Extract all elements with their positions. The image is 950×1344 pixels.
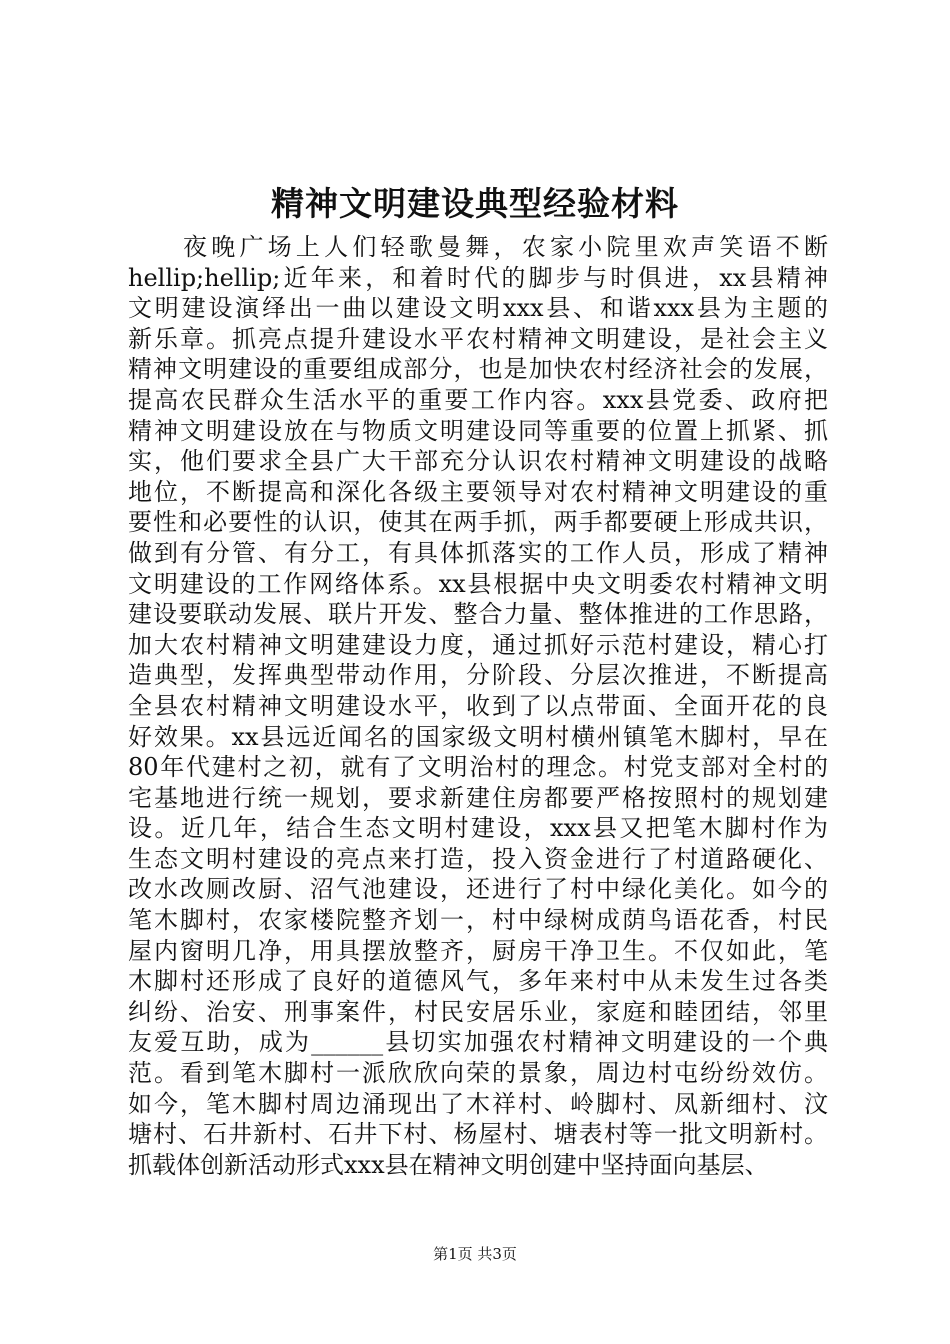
body-line: 设。近几年，结合生态文明村建设，xxx县又把笔木脚村作为: [128, 814, 828, 843]
document-body: [128, 232, 828, 1180]
document-title: 精神文明建设典型经验材料: [271, 184, 679, 223]
body-line: hellip;hellip;近年来，和着时代的脚步与时俱进，xx县精神: [128, 263, 828, 292]
body-line: 文明建设的工作网络体系。xx县根据中央文明委农村精神文明: [128, 569, 828, 598]
body-line: 好效果。xx县远近闻名的国家级文明村横州镇笔木脚村，早在: [128, 722, 828, 751]
body-line: 文明建设演绎出一曲以建设文明xxx县、和谐xxx县为主题的: [128, 294, 828, 323]
body-line: 精神文明建设的重要组成部分，也是加快农村经济社会的发展，: [128, 355, 828, 384]
body-line: 夜晚广场上人们轻歌曼舞，农家小院里欢声笑语不断: [183, 233, 828, 261]
body-line: 笔木脚村，农家楼院整齐划一，村中绿树成荫鸟语花香，村民: [128, 906, 828, 935]
body-line: 屋内窗明几净，用具摆放整齐，厨房干净卫生。不仅如此，笔: [128, 936, 828, 965]
body-line: 塘村、石井新村、石井下村、杨屋村、塘表村等一批文明新村。: [128, 1120, 828, 1149]
body-line: 精神文明建设放在与物质文明建设同等重要的位置上抓紧、抓: [128, 416, 828, 445]
body-line: 抓载体创新活动形式xxx县在精神文明创建中坚持面向基层、: [128, 1150, 769, 1179]
body-line: 实，他们要求全县广大干部充分认识农村精神文明建设的战略: [128, 447, 828, 476]
body-line: 要性和必要性的认识，使其在两手抓，两手都要硬上形成共识，: [128, 508, 828, 537]
body-line: 提高农民群众生活水平的重要工作内容。xxx县党委、政府把: [128, 385, 828, 414]
body-line: 加大农村精神文明建建设力度，通过抓好示范村建设，精心打: [128, 630, 828, 659]
body-line: 做到有分管、有分工，有具体抓落实的工作人员，形成了精神: [128, 538, 828, 567]
body-line: 全县农村精神文明建设水平，收到了以点带面、全面开花的良: [128, 691, 828, 720]
body-line: 80年代建村之初，就有了文明治村的理念。村党支部对全村的: [128, 753, 828, 782]
body-line: 如今，笔木脚村周边涌现出了木祥村、岭脚村、凤新细村、汶: [128, 1089, 828, 1118]
body-line: 造典型，发挥典型带动作用，分阶段、分层次推进，不断提高: [128, 661, 828, 690]
body-line: 建设要联动发展、联片开发、整合力量、整体推进的工作思路，: [128, 600, 828, 629]
body-line: 改水改厕改厨、沼气池建设，还进行了村中绿化美化。如今的: [128, 875, 828, 904]
page-footer: 第1页 共3页: [433, 1245, 517, 1263]
body-line: 宅基地进行统一规划，要求新建住房都要严格按照村的规划建: [128, 783, 828, 812]
body-line: 生态文明村建设的亮点来打造，投入资金进行了村道路硬化、: [128, 844, 828, 873]
body-line: 纠纷、治安、刑事案件，村民安居乐业，家庭和睦团结，邻里: [128, 997, 828, 1026]
body-line: 地位，不断提高和深化各级主要领导对农村精神文明建设的重: [128, 477, 828, 506]
body-line: 木脚村还形成了良好的道德风气，多年来村中从未发生过各类: [128, 967, 828, 996]
body-line: 新乐章。抓亮点提升建设水平农村精神文明建设，是社会主义: [128, 324, 828, 353]
body-line: 友爱互助，成为______县切实加强农村精神文明建设的一个典: [128, 1028, 828, 1057]
body-line: 范。看到笔木脚村一派欣欣向荣的景象，周边村屯纷纷效仿。: [128, 1059, 828, 1088]
